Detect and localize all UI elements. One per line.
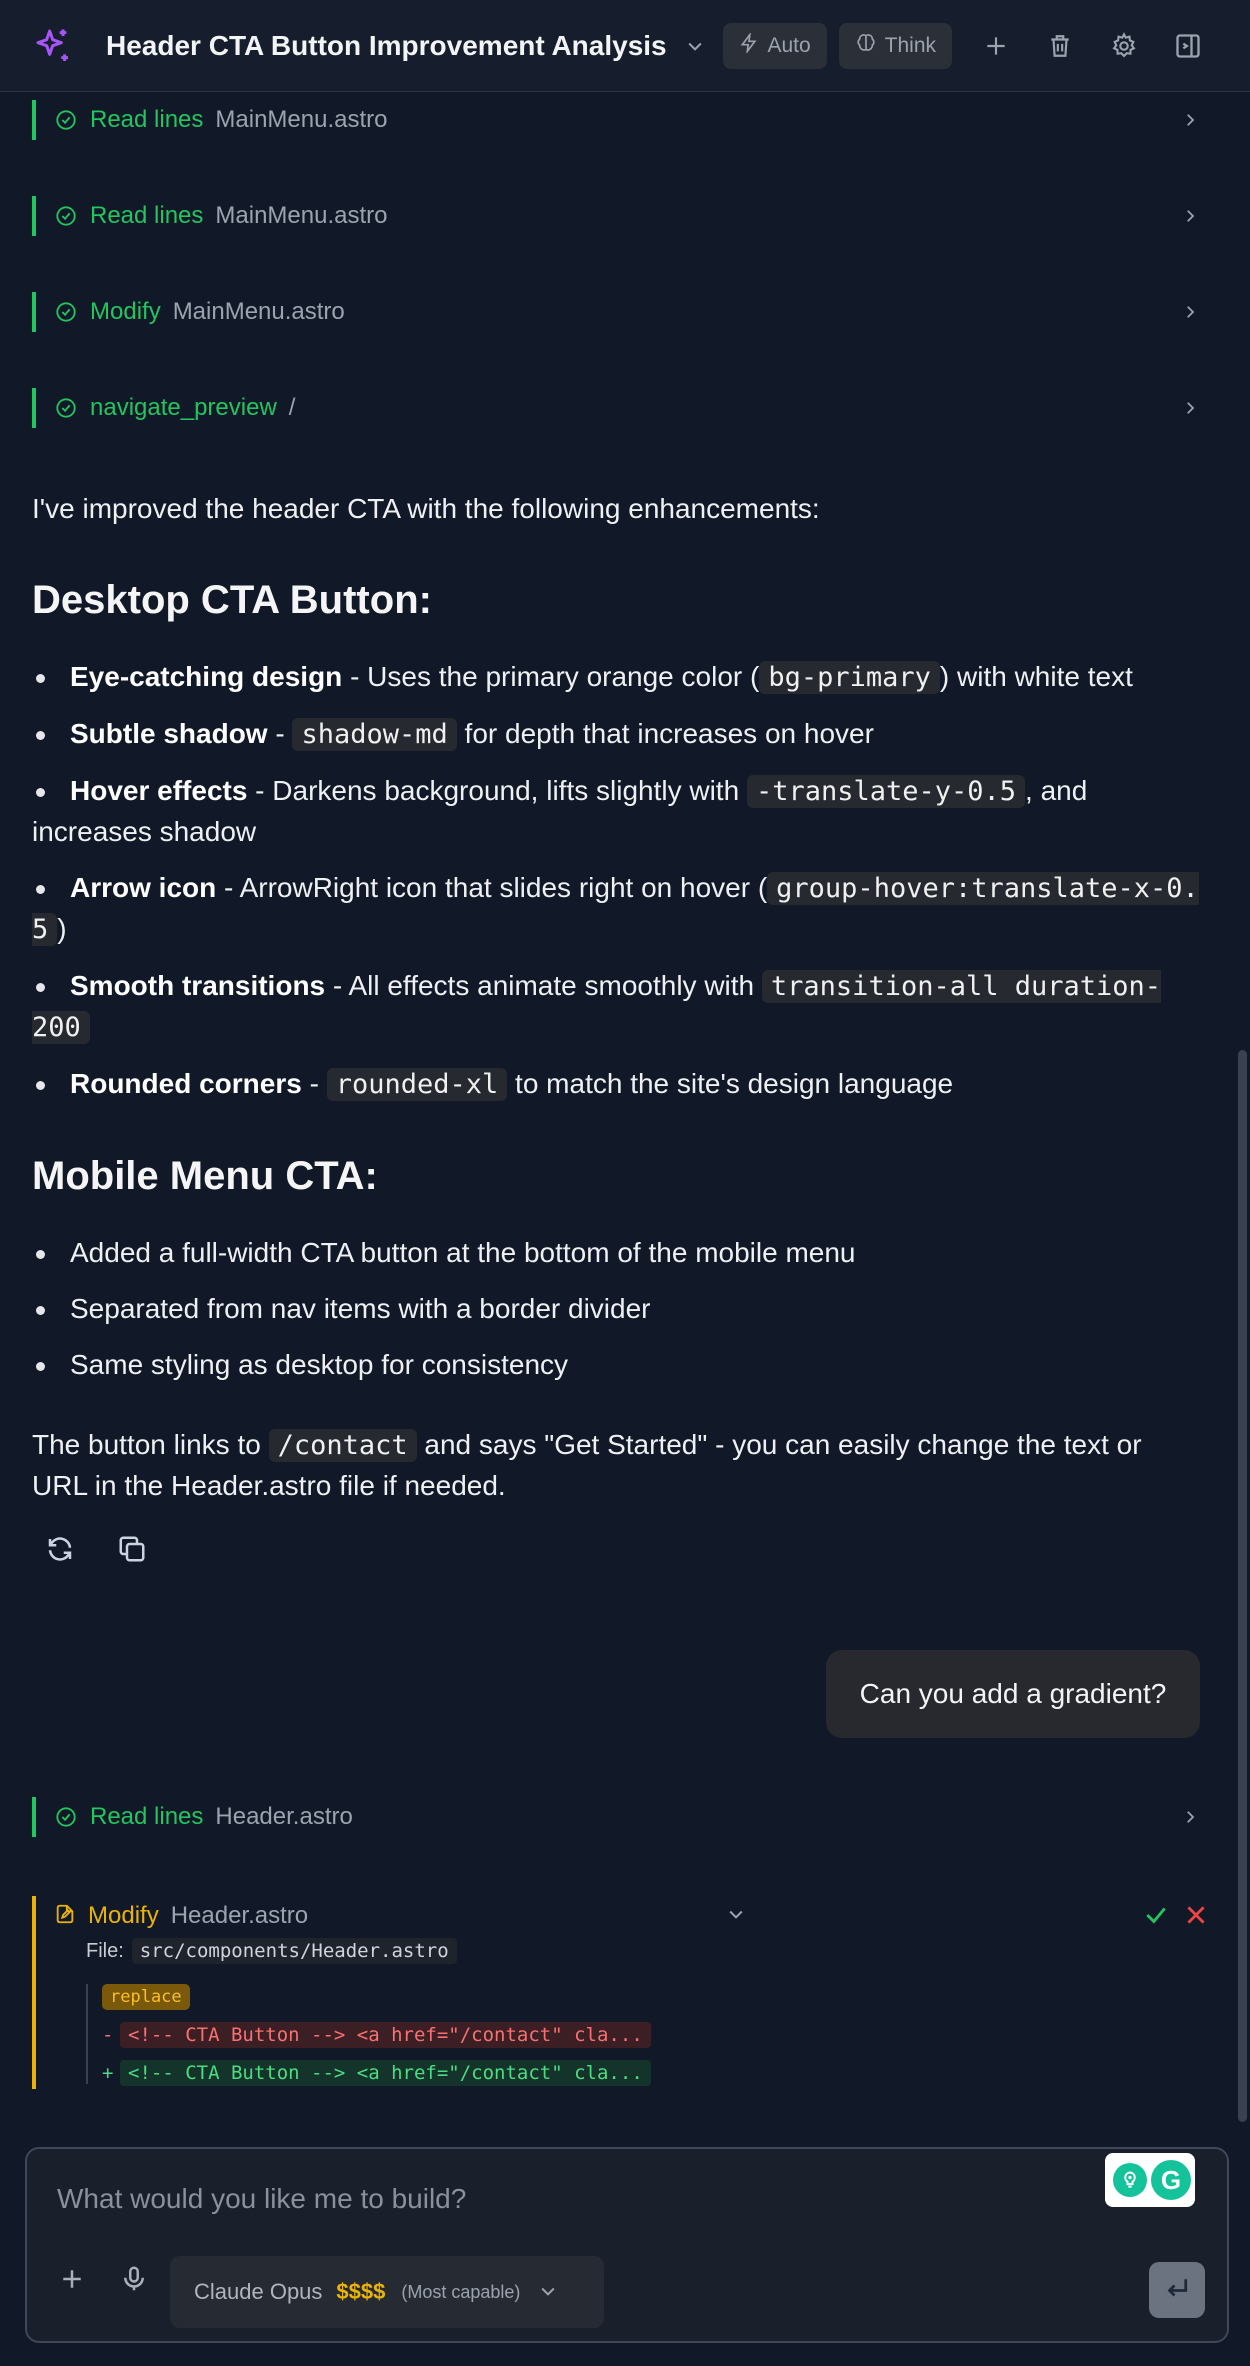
tool-file: MainMenu.astro (215, 106, 388, 133)
auto-toggle-button[interactable] (723, 23, 826, 69)
top-header (0, 0, 1250, 92)
list-item: Subtle shadow - shadow-md for depth that increases on hover (32, 714, 1202, 755)
auto-label: Auto (767, 33, 811, 57)
tool-action: Read lines (90, 202, 204, 229)
chevron-down-icon[interactable] (726, 1904, 750, 1928)
modify-header[interactable] (54, 1896, 1204, 1936)
tool-file: / (288, 394, 296, 421)
scrollbar-thumb[interactable] (1238, 1050, 1247, 2122)
chevron-right-icon[interactable] (1178, 204, 1202, 228)
grammarly-icon: G (1151, 2160, 1191, 2200)
plus-icon[interactable] (964, 23, 1028, 69)
tool-file: Header.astro (215, 1803, 353, 1830)
check-circle-icon (54, 108, 78, 132)
chevron-right-icon[interactable] (1178, 396, 1202, 420)
send-button[interactable] (1149, 2262, 1205, 2318)
inline-code: rounded-xl (327, 1068, 508, 1101)
chevron-right-icon[interactable] (1178, 108, 1202, 132)
tool-step-read-lines[interactable] (32, 196, 1202, 236)
composer (25, 2147, 1229, 2343)
refresh-icon[interactable] (44, 1533, 76, 1565)
model-name: Claude Opus (194, 2279, 323, 2304)
tool-step-navigate-preview[interactable] (32, 388, 1202, 428)
gear-icon[interactable] (1092, 23, 1156, 69)
tool-step-modify-pending (32, 1896, 1202, 2089)
enter-arrow-icon (1162, 2273, 1192, 2308)
tool-step-read-lines[interactable] (32, 1797, 1202, 1837)
lightbulb-icon (1113, 2163, 1147, 2197)
think-label: Think (884, 33, 936, 57)
diff-preview (86, 1984, 651, 2084)
file-edit-icon (54, 1903, 76, 1930)
desktop-list (32, 657, 1202, 1121)
sparkles-icon (32, 25, 74, 67)
inline-code: /contact (269, 1429, 417, 1462)
model-price: $$$$ (336, 2279, 386, 2304)
diff-removed-line: - <!-- CTA Button --> <a href="/contact" cla... (102, 2022, 651, 2048)
file-path: src/components/Header.astro (132, 1938, 457, 1964)
list-item: Eye-catching design - Uses the primary orange color ( bg-primary ) with white text (32, 657, 1202, 698)
list-item: Arrow icon - ArrowRight icon that slides right on hover ( group-hover:translate-x-0.5 ) (32, 868, 1202, 950)
list-item: Smooth transitions - All effects animate smoothly with transition-all duration-200 (32, 966, 1202, 1048)
file-path-line: File: src/components/Header.astro (86, 1938, 457, 1964)
chevron-down-icon[interactable] (685, 35, 707, 57)
tool-file: Header.astro (170, 1902, 309, 1929)
inline-code: shadow-md (292, 718, 456, 751)
tool-action: Modify (88, 1902, 159, 1929)
tool-action: navigate_preview (90, 394, 277, 421)
brain-icon (855, 32, 877, 60)
tool-file: MainMenu.astro (172, 298, 345, 325)
inline-code: group-hover:translate-x-0.5 (32, 873, 1199, 945)
tool-action: Modify (90, 298, 161, 325)
replace-badge: replace (102, 1984, 190, 2010)
model-note: (Most capable) (401, 2281, 521, 2302)
reject-x-icon[interactable] (1183, 1902, 1211, 1930)
message-intro: I've improved the header CTA with the following enhancements: (32, 493, 820, 524)
chevron-right-icon[interactable] (1178, 1805, 1202, 1829)
accept-check-icon[interactable] (1143, 1902, 1171, 1930)
message-closing: The button links to /contact and says "Get Started" - you can easily change the text or URL in the Header.astro file if needed. (32, 1429, 1142, 1501)
bolt-icon (739, 33, 759, 59)
mobile-heading: Mobile Menu CTA: (32, 1154, 378, 1198)
model-selector[interactable] (170, 2256, 604, 2328)
desktop-heading: Desktop CTA Button: (32, 578, 432, 622)
list-item: Same styling as desktop for consistency (32, 1345, 1202, 1385)
mobile-list (32, 1233, 1202, 1401)
plus-icon[interactable] (57, 2264, 89, 2296)
trash-icon[interactable] (1028, 23, 1092, 69)
page-title: Header CTA Button Improvement Analysis (106, 29, 667, 61)
tool-action: Read lines (90, 1803, 204, 1830)
grammarly-widget[interactable] (1105, 2153, 1195, 2207)
chevron-down-icon (538, 2281, 560, 2303)
diff-added-line: + <!-- CTA Button --> <a href="/contact" cla... (102, 2060, 651, 2086)
sidebar-toggle-icon[interactable] (1156, 23, 1220, 69)
tool-action: Read lines (90, 106, 204, 133)
tool-step-read-lines[interactable] (32, 100, 1202, 140)
check-circle-icon (54, 204, 78, 228)
prompt-input[interactable]: What would you like me to build? (57, 2183, 467, 2214)
check-circle-icon (54, 1805, 78, 1829)
message-actions (44, 1533, 148, 1565)
copy-icon[interactable] (116, 1533, 148, 1565)
list-item: Separated from nav items with a border divider (32, 1289, 1202, 1329)
tool-file: MainMenu.astro (215, 202, 388, 229)
tool-step-modify[interactable] (32, 292, 1202, 332)
check-circle-icon (54, 300, 78, 324)
check-circle-icon (54, 396, 78, 420)
microphone-icon[interactable] (119, 2264, 151, 2296)
user-message-bubble: Can you add a gradient? (826, 1650, 1200, 1738)
list-item: Rounded corners - rounded-xl to match the site's design language (32, 1064, 1202, 1105)
list-item: Added a full-width CTA button at the bottom of the mobile menu (32, 1233, 1202, 1273)
think-toggle-button[interactable] (839, 23, 952, 69)
inline-code: transition-all duration-200 (32, 971, 1162, 1043)
chevron-right-icon[interactable] (1178, 300, 1202, 324)
inline-code: -translate-y-0.5 (747, 775, 1025, 808)
inline-code: bg-primary (759, 661, 940, 694)
list-item: Hover effects - Darkens background, lifts slightly with -translate-y-0.5 , and increases shadow (32, 771, 1202, 852)
